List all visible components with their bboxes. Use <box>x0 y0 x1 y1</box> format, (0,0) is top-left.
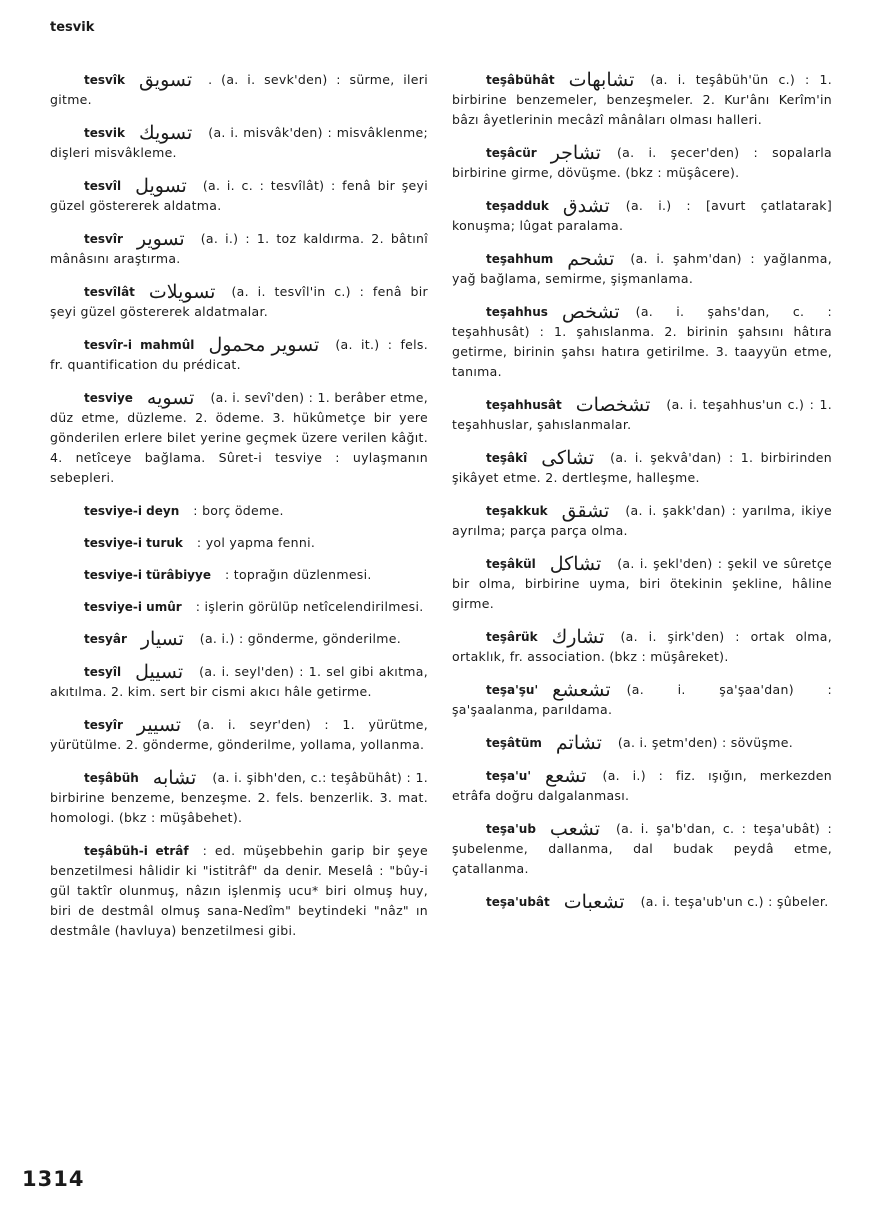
entry-definition: : toprağın düzlenmesi. <box>224 567 372 582</box>
dictionary-entry <box>452 501 832 541</box>
dictionary-entry <box>452 249 832 289</box>
entry-headword: teşa'şu' <box>486 683 539 697</box>
entry-arabic-script: تشخص <box>561 301 620 323</box>
dictionary-entry <box>452 143 832 183</box>
entry-headword: teşahhusât <box>486 398 562 412</box>
entry-arabic-script: تشاجر <box>550 142 601 164</box>
dictionary-entry <box>452 196 832 236</box>
entry-headword: tesvîr <box>84 232 123 246</box>
entry-definition: (a. i. şakk'dan) : yarılma, ikiye ayrılma; parça parça olma. <box>452 503 832 538</box>
entry-arabic-script: تسييل <box>135 661 184 683</box>
entry-headword: tesvik <box>84 126 125 140</box>
dictionary-entry <box>50 229 428 269</box>
dictionary-entry <box>50 597 428 617</box>
dictionary-entry <box>50 176 428 216</box>
entry-headword: tesyîr <box>84 718 123 732</box>
entry-arabic-script: تشاكى <box>541 447 595 469</box>
dictionary-entry <box>452 70 832 130</box>
entry-definition: (a. i.) : 1. toz kaldırma. 2. bâtınî mânâsını araştırma. <box>50 231 428 266</box>
dictionary-entry <box>50 501 428 521</box>
entry-definition: (a. i.) : fiz. ışığın, merkezden etrâfa doğru dalgalanması. <box>452 768 832 803</box>
dictionary-entry <box>50 629 428 649</box>
entry-headword: tesviye-i turuk <box>84 536 183 550</box>
entry-headword: tesyâr <box>84 632 127 646</box>
entry-arabic-script: تسويق <box>138 69 193 91</box>
entry-definition: (a. i. şibh'den, c.: teşâbühât) : 1. birbirine benzeme, benzeşme. 2. fels. benzerlik. 3. mat. homologi. (bkz : müşâbehet). <box>50 770 428 825</box>
entry-headword: teşa'ubât <box>486 895 550 909</box>
dictionary-entry <box>452 892 832 912</box>
entry-headword: teşahhum <box>486 252 554 266</box>
entry-arabic-script: تشابه <box>152 767 197 789</box>
entry-definition: (a. i. şetm'den) : sövüşme. <box>617 735 794 750</box>
entry-definition: (a. i. sevî'den) : 1. berâber etme, düz etme, düzleme. 2. ödeme. 3. hükûmetçe bir yere gönderilen erlere bilet yerine geçmek üzere verilen kâğıt. 4. netîceye bağlama. Sûret-i tesviye : uylaşmanın sebepleri. <box>50 390 428 485</box>
entry-headword: teşâkül <box>486 557 536 571</box>
entry-definition: : yol yapma fenni. <box>196 535 316 550</box>
entry-headword: tesyîl <box>84 665 122 679</box>
entry-definition: (a. i.) : gönderme, gönderilme. <box>199 631 401 646</box>
entry-definition: : ed. müşebbehin garip bir şeye benzetilmesi hâlidir ki "istitrâf" da denir. Meselâ : "bûy-i gül taktîr olunmuş, nâzın işlenmiş ucu* biri olmuş huy, biri de destmâl olmuş sana-Nedîm" beytindeki "nâz" ın destmâle (havluya) benzetilmesi gibi. <box>50 843 428 938</box>
entry-definition: : işlerin görülüp netîcelendirilmesi. <box>195 599 424 614</box>
entry-definition: (a. i. şa'şaa'dan) : şa'şaalanma, parıldama. <box>452 682 832 717</box>
entry-definition: (a. i. teşa'ub'un c.) : şûbeler. <box>640 894 829 909</box>
dictionary-entry <box>452 395 832 435</box>
entry-definition: (a. i. şekvâ'dan) : 1. birbirinden şikâyet etme. 2. dertleşme, halleşme. <box>452 450 832 485</box>
entry-definition: (a. i. şekl'den) : şekil ve sûretçe bir olma, birbirine uyma, biri ötekinin şekline, hâline girme. <box>452 556 832 611</box>
entry-arabic-script: تشعع <box>545 765 587 787</box>
dictionary-entry <box>50 768 428 828</box>
dictionary-entry <box>50 533 428 553</box>
entry-headword: tesvîl <box>84 179 122 193</box>
entry-arabic-script: تسويه <box>146 387 195 409</box>
entry-definition: (a. i. şahm'dan) : yağlanma, yağ bağlama, semirme, şişmanlama. <box>452 251 832 286</box>
entry-arabic-script: تشقق <box>561 500 610 522</box>
entry-arabic-script: تشعب <box>549 818 600 840</box>
entry-arabic-script: تسوير محمول <box>208 334 320 356</box>
entry-arabic-script: تشارك <box>551 626 605 648</box>
dictionary-entry <box>50 565 428 585</box>
dictionary-entry <box>50 715 428 755</box>
entry-definition: (a. it.) : fels. fr. quantification du prédicat. <box>50 337 429 372</box>
dictionary-entry <box>452 448 832 488</box>
dictionary-entry <box>50 841 428 941</box>
entry-arabic-script: تشاكل <box>549 553 602 575</box>
entry-arabic-script: تشاتم <box>555 732 602 754</box>
entry-headword: tesviye-i türâbiyye <box>84 568 211 582</box>
entry-headword: tesvîlât <box>84 285 135 299</box>
page-number: 1314 <box>22 1167 85 1191</box>
dictionary-entry <box>50 335 428 375</box>
entry-arabic-script: تشابهات <box>568 69 635 91</box>
entry-headword: teşâcür <box>486 146 537 160</box>
entry-definition: (a. i. seyr'den) : 1. yürütme, yürütülme. 2. gönderme, gönderilme, yollama, yollanma. <box>50 717 428 752</box>
dictionary-entry <box>452 733 832 753</box>
entry-headword: teşa'ub <box>486 822 536 836</box>
entry-arabic-script: تشحم <box>567 248 615 270</box>
entry-headword: teşadduk <box>486 199 549 213</box>
dictionary-entry <box>50 123 428 163</box>
entry-definition: (a. i. şahs'dan, c. : teşahhusât) : 1. şahıslanma. 2. birinin şahsını hâtıra getirme, birinin şahsı hatıra getirilme. 3. taayyün etme, tanıma. <box>452 304 832 379</box>
entry-definition: (a. i. misvâk'den) : misvâklenme; dişleri misvâkleme. <box>50 125 428 160</box>
entry-arabic-script: تشدق <box>562 195 610 217</box>
entry-arabic-script: تشعشع <box>552 679 611 701</box>
entry-definition: (a. i. şa'b'dan, c. : teşa'ubât) : şubelenme, dallanma, dal budak peydâ etme, çatallanma. <box>452 821 832 876</box>
entry-headword: tesviye-i umûr <box>84 600 182 614</box>
entry-definition: (a. i. şirk'den) : ortak olma, ortaklık, fr. association. (bkz : müşâreket). <box>452 629 832 664</box>
dictionary-entry <box>452 554 832 614</box>
entry-arabic-script: تشخصات <box>575 394 651 416</box>
entry-headword: tesviye <box>84 391 133 405</box>
dictionary-entry <box>452 302 832 382</box>
entry-headword: teşâbüh-i etrâf <box>84 844 189 858</box>
entry-arabic-script: تسويك <box>138 122 193 144</box>
running-head: tesvik <box>50 20 95 35</box>
entry-headword: teşa'u' <box>486 769 532 783</box>
dictionary-entry <box>50 70 428 110</box>
entry-headword: tesvîk <box>84 73 125 87</box>
entry-headword: teşahhus <box>486 305 548 319</box>
entry-definition: (a. i.) : [avurt çatlatarak] konuşma; lûgat paralama. <box>452 198 832 233</box>
entry-headword: teşârük <box>486 630 538 644</box>
dictionary-entry <box>50 388 428 488</box>
entry-definition: : borç ödeme. <box>193 503 284 518</box>
entry-arabic-script: تسيار <box>140 628 184 650</box>
entry-headword: tesvîr-i mahmûl <box>84 338 195 352</box>
entry-headword: teşâbüh <box>84 771 139 785</box>
entry-definition: (a. i. c. : tesvîlât) : fenâ bir şeyi güzel göstererek aldatma. <box>50 178 428 213</box>
dictionary-entry <box>452 680 832 720</box>
entry-headword: teşâbühât <box>486 73 555 87</box>
right-column <box>452 70 832 925</box>
entry-definition: (a. i. şecer'den) : sopalarla birbirine girme, dövüşme. (bkz : müşâcere). <box>452 145 832 180</box>
dictionary-entry <box>50 282 428 322</box>
entry-arabic-script: تسوير <box>136 228 185 250</box>
dictionary-entry <box>452 627 832 667</box>
entry-definition: (a. i. teşâbüh'ün c.) : 1. birbirine benzemeler, benzeşmeler. 2. Kur'ânı Kerîm'in bâzı âyetlerinin mecâzî mânâları olması halleri. <box>452 72 832 127</box>
entry-definition: . (a. i. sevk'den) : sürme, ileri gitme. <box>50 72 428 107</box>
dictionary-entry <box>452 766 832 806</box>
entry-arabic-script: تسيير <box>136 714 182 736</box>
dictionary-entry <box>50 662 428 702</box>
entry-definition: (a. i. teşahhus'un c.) : 1. teşahhuslar, şahıslanmalar. <box>452 397 832 432</box>
entry-arabic-script: تشعبات <box>563 891 625 913</box>
entry-definition: (a. i. seyl'den) : 1. sel gibi akıtma, akıtılma. 2. kim. sert bir cismi akıcı hâle getirme. <box>50 664 428 699</box>
entry-arabic-script: تسويلات <box>148 281 216 303</box>
entry-definition: (a. i. tesvîl'in c.) : fenâ bir şeyi güzel göstererek aldatmalar. <box>50 284 428 319</box>
entry-headword: teşakkuk <box>486 504 548 518</box>
entry-arabic-script: تسويل <box>135 175 187 197</box>
left-column <box>50 70 428 953</box>
dictionary-entry <box>452 819 832 879</box>
entry-headword: teşâkî <box>486 451 528 465</box>
entry-headword: teşâtüm <box>486 736 542 750</box>
entry-headword: tesviye-i deyn <box>84 504 180 518</box>
